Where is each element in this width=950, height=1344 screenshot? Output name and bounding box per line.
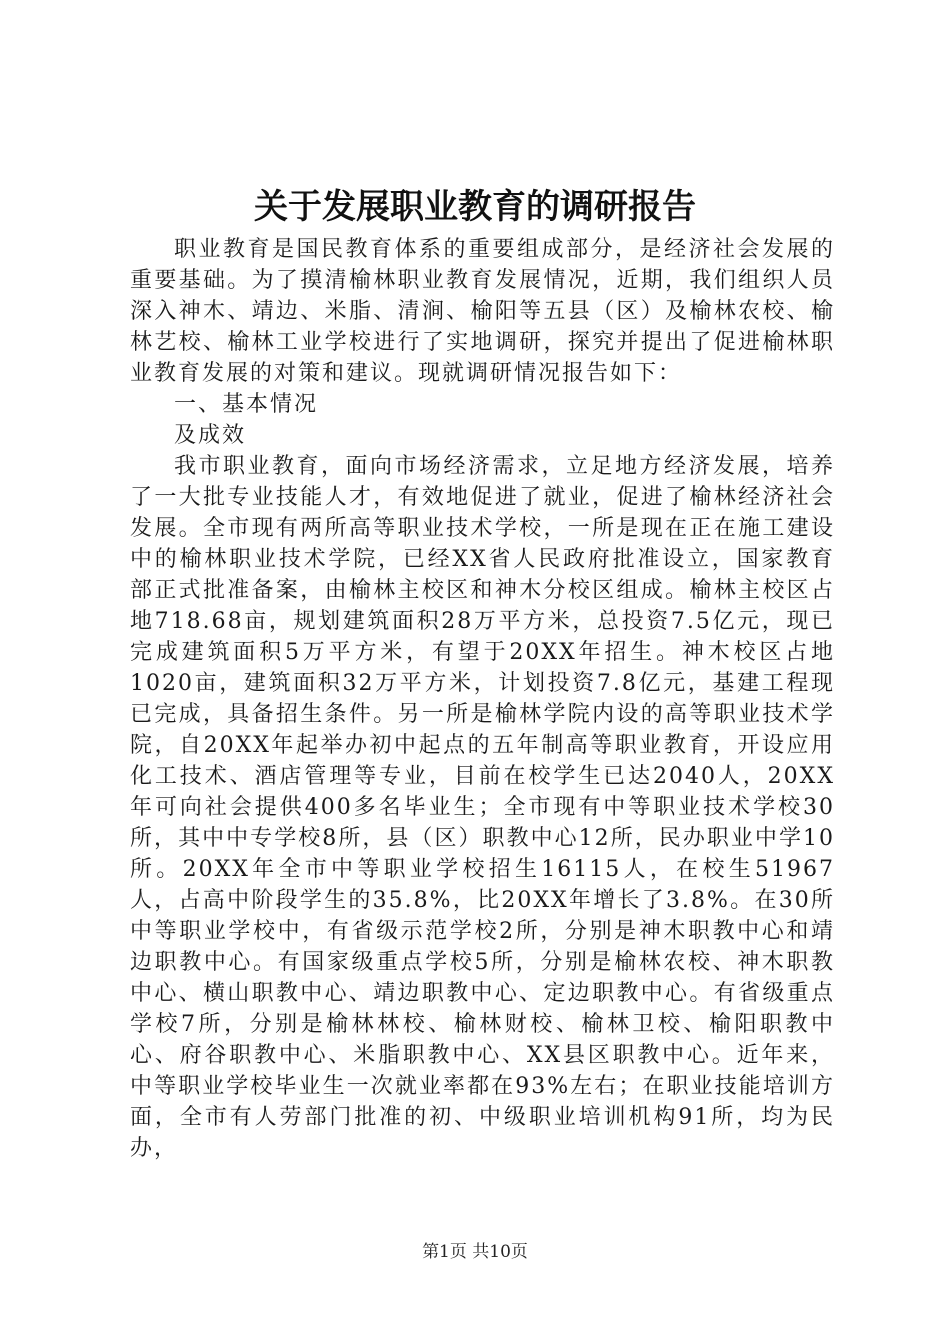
section-heading-continued: 及成效 [174,423,247,448]
page-number-footer: 第1页 共10页 [422,1242,528,1262]
intro-paragraph: 职业教育是国民教育体系的重要组成部分，是经济社会发展的重要基础。为了摸清榆林职业教育发展情况，近期，我们组织人员深入神木、靖边、米脂、清涧、榆阳等五县（区）及榆林农校、榆林艺校、榆林工业学校进行了实地调研，探究并提出了促进榆林职业教育发展的对策和建议。现就调研情况报告如下： [130,237,835,386]
section-heading: 一、基本情况 [174,392,319,417]
document-body [130,234,835,1164]
body-paragraph: 我市职业教育，面向市场经济需求，立足地方经济发展，培养了一大批专业技能人才，有效地促进了就业，促进了榆林经济社会发展。全市现有两所高等职业技术学校，一所是现在正在施工建设中的榆林职业技术学院，已经XX省人民政府批准设立，国家教育部正式批准备案，由榆林主校区和神木分校区组成。榆林主校区占地718.68亩，规划建筑面积28万平方米，总投资7.5亿元，现已完成建筑面积5万平方米，有望于20XX年招生。神木校区占地1020亩，建筑面积32万平方米，计划投资7.8亿元，基建工程现已完成，具备招生条件。另一所是榆林学院内设的高等职业技术学院，自20XX年起举办初中起点的五年制高等职业教育，开设应用化工技术、酒店管理等专业，目前在校学生已达2040人，20XX年可向社会提供400多名毕业生；全市现有中等职业技术学校30所，其中中专学校8所，县（区）职教中心12所，民办职业中学10所。20XX年全市中等职业学校招生16115人，在校生51967人，占高中阶段学生的35.8%，比20XX年增长了3.8%。在30所中等职业学校中，有省级示范学校2所，分别是神木职教中心和靖边职教中心。有国家级重点学校5所，分别是榆林农校、神木职教中心、横山职教中心、靖边职教中心、定边职教中心。有省级重点学校7所，分别是榆林林校、榆林财校、榆林卫校、榆阳职教中心、府谷职教中心、米脂职教中心、XX县区职教中心。近年来，中等职业学校毕业生一次就业率都在93%左右；在职业技能培训方面，全市有人劳部门批准的初、中级职业培训机构91所，均为民办， [130,454,835,1161]
document-title: 关于发展职业教育的调研报告 [254,187,696,227]
